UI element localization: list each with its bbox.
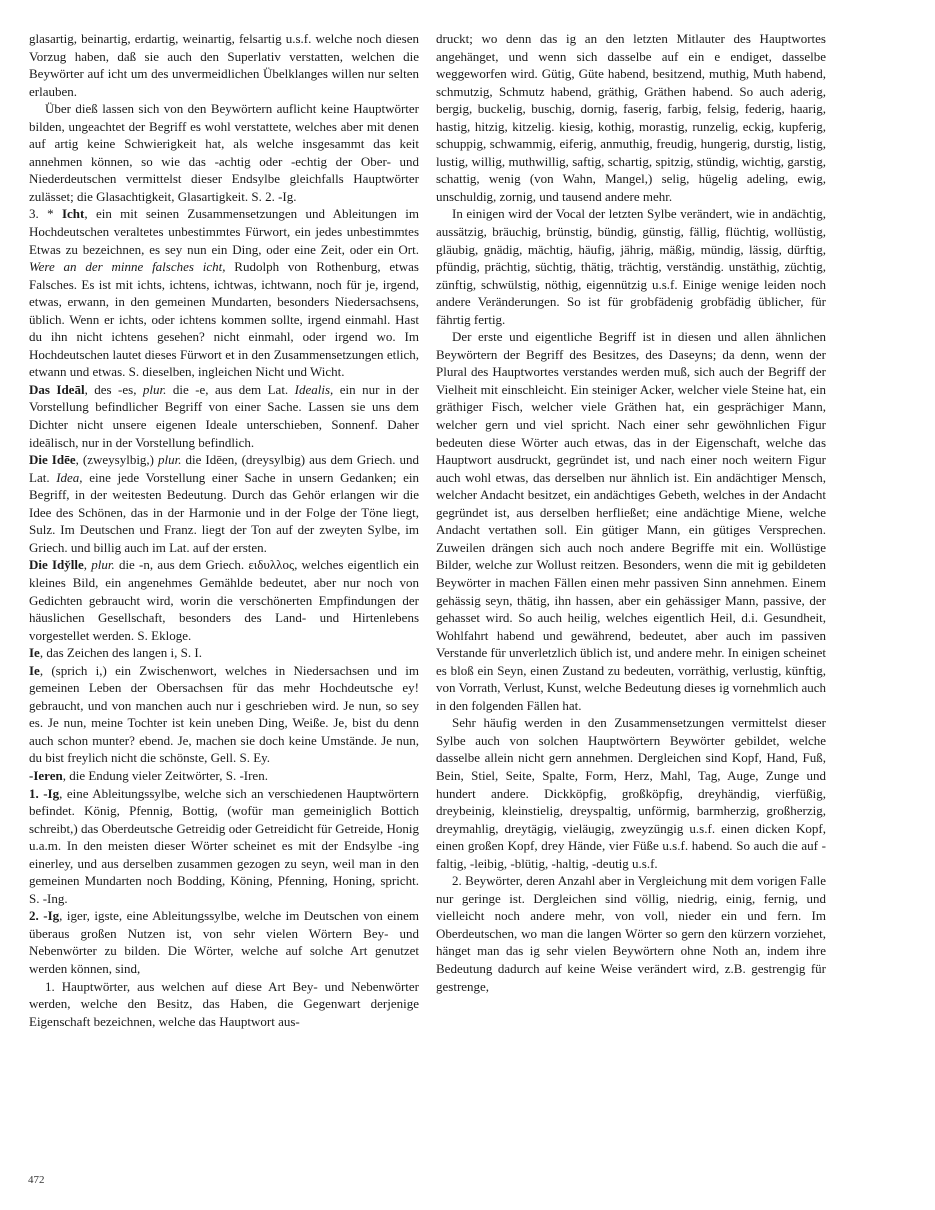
entry-idylle: Die Idy̆lle, plur. die -n, aus dem Griech. ειδυλλος, welches eigentlich ein kleines Bild, ein angenehmes Gemählde bedeutet, aber nur noch von Gedichten gebraucht wird, worin die verschönerten Empfindungen der häuslichen Gesellschaft, besonders des Land- und Hirtenlebens vorgestellet werden. S. Ekloge. — [29, 557, 419, 643]
headword-idee: Die Idēe — [29, 452, 76, 468]
headword-ig-2: 2. -Ig — [29, 908, 60, 924]
entry-ie-zwischenwort: Ie, (sprich i,) ein Zwischenwort, welches in Niedersachsen und im gemeinen Leben der Obersachsen für das mehr Hochdeutsche ey! gebraucht, und von manchen auch nur i geschrieben wird. Je nun, so sey es. Je nun, meine Tochter ist kein uneben Ding, Weiße. Je, bist du denn auch schon munter? ebend. Je, machen sie doch keine Umstände. Je nun, du bist freylich nicht die schönste, Gell. S. Ey. — [29, 662, 419, 766]
paragraph-hauptwoerter: 1. Hauptwörter, aus welchen auf diese Art Bey- und Nebenwörter werden, welche den Besitz, das Haben, die Gegenwart derjenige Eigenschaft bezeichnen, welche das Hauptwort aus- — [29, 978, 419, 1029]
headword-ig-1: 1. -Ig — [29, 785, 60, 801]
paragraph-ueber-diess: Über dieß lassen sich von den Beywörtern auflicht keine Hauptwörter bilden, ungeachtet der Begriff es wohl verstattete, welches aber mit denen auf artig keine Schwierigkeit hat, als welche insgesammt das keit annehmen können, so wie das -achtig oder -echtig der Ober- und Niederdeutschen vermittelst dieser Endsylbe gleichfalls Hauptwörter zulässet; die Glasachtigkeit, Glasartigkeit. S. 2. -Ig. — [29, 101, 419, 204]
paragraph-begriff: Der erste und eigentliche Begriff ist in diesen und allen ähnlichen Beywörtern der Begriff des Besitzes, des Daseyns; da denn, wenn der Plural des Hauptwortes verstandes werden muß, sich auch der Begriff der Vielheit mit einschleicht. Ein steiniger Acker, welcher viele Steine hat, ein gräthiger Fisch, welcher viele Gräthen hat, ein gesprächiger Mann, welcher gern und viel spricht. Nach einer sehr gewöhnlichen Figur bedeuten diese Wörter auch etwas, das in der Eigenschaft, welche das Hauptwort ausdruckt, gegründet ist, und nach einer noch weitern Figur auch wohl etwas, das derselben nur ähnlich ist. Ein andächtiger Mensch, welcher Andacht besitzet, ein andächtiges Gebeth, welches in der Andacht gegründet ist, aus derselben herfließet; eine andächtige Miene, welche Andacht vertathen soll. Ein gütiger Mann, ein gütiges Versprechen. Zuweilen drängen sich auch noch andere Begriffe mit ein. Wollüstige Bilder, welche zur Wollust reitzen. Besonders, wenn die mit ig gebildeten Beywörter in machen Fällen einen mehr passiven Sinn annehmen. Einem gehässig seyn, thätig, ihn hassen, aber ein gehässiger Mann, passive, der gehasset wird. So auch heilig, welches eigentlich Heil, d.i. Gesundheit, Wohlfahrt habend und gewährend, bedeutet, aber auch im passiven Verstande für unverletzlich üblich ist, und andere mehr. In einigen scheinet es bloß ein Seyn, einen Zustand zu bedeuten, vorräthig, verlustig, künftig, von Vorrath, Verlust, Kunst, welche Bedeutung dieses ig vornehmlich auch in den folgenden Fällen hat. — [436, 329, 826, 713]
paragraph-zusammensetzungen: Sehr häufig werden in den Zusammensetzungen vermittelst dieser Sylbe auch von solchen Hauptwörtern Beywörter gebildet, welche dasselbe allein nicht gern annehmen. Dergleichen sind Kopf, Hand, Fuß, Bein, Stiel, Seite, Spalte, Form, Herz, Mahl, Tag, Auge, Zunge und hundert andere. Dickköpfig, großköpfig, dreyhändig, vierfüßig, dreybeinig, kleinstielig, dreyspaltig, unförmig, barmherzig, großherzig, dreymahlig, dreytägig, vieläugig, zweyzüngig u.s.f. einen dicken Kopf, einen großen Kopf, drey Hände, vier Füße u.s.f. habend. So auch die auf -faltig, -leibig, -blütig, -haltig, -deutig u.s.f. — [436, 715, 826, 871]
headword-ie: Ie — [29, 662, 40, 678]
headword-ie: Ie — [29, 645, 40, 661]
entry-ideal: Das Ideāl, des -es, plur. die -e, aus dem Lat. Idealis, ein nur in der Vorstellung befindlicher Begriff von einer Sache. Lassen sie uns dem Dichter nicht unsere eigenen Ideale unterschieben, Sonnenf. Daher ideālisch, nur in der Vorstellung befindlich. — [29, 381, 420, 450]
entry-ig-2: 2. -Ig, iger, igste, eine Ableitungssylbe, welche im Deutschen von einem überaus großen Nutzen ist, von sehr vielen Wörtern Bey- und Nebenwörter zu bilden. Die Wörter, welche auf solche Art genutzet werden können, sind, — [29, 908, 419, 976]
headword-ideal: Das Ideāl — [29, 381, 85, 397]
entry-ig-1: 1. -Ig, eine Ableitungssylbe, welche sich an verschiedenen Hauptwörtern befindet. König, Pfennig, Bottig, (wofür man gemeiniglich Bottich schreibt,) das Oberdeutsche Getreidig oder Getreidicht für Getreide, Honig u.a.m. In den meisten dieser Wörter scheinet es mit der Endsylbe -ing einerley, und aus derselben zusammen gezogen zu seyn, weil man in den gemeinen Mundarten noch Bodding, Köning, Pfenning, Honing, spricht. S. -Ing. — [29, 785, 419, 906]
entry-ieren: -Ieren, die Endung vieler Zeitwörter, S. -Iren. — [29, 767, 268, 783]
headword-ieren: -Ieren — [29, 767, 63, 783]
paragraph-glasartig: glasartig, beinartig, erdartig, weinartig, felsartig u.s.f. welche noch diesen Vorzug haben, daß sie auch den Superlativ verstatten, welchen die Beywörter auf icht um des unvermeidlichen Übelklanges willen nur selten erlauben. — [29, 31, 419, 99]
quotation: Were an der minne falsches icht, — [29, 259, 226, 275]
entry-ie-zeichen: Ie, das Zeichen des langen i, S. I. — [29, 645, 202, 661]
headword-icht: Icht — [61, 206, 85, 222]
page-number: 472 — [28, 1174, 45, 1186]
paragraph-druckt: druckt; wo denn das ig an den letzten Mitlauter des Hauptwortes angehänget, und wenn sich dasselbe auf ein e endiget, dasselbe weggeworfen wird. Gütig, Güte habend, besitzend, muthig, Muth habend, schmutzig, Schmutz habend, gräthig, Gräthen habend. So auch aderig, bergig, buckelig, buschig, dornig, faserig, farbig, felsig, federig, haarig, hastig, hitzig, kitzelig. kiesig, kothig, morastig, runzelig, eckig, kupferig, schuppig, schwammig, eiferig, anmuthig, freudig, hungerig, durstig, listig, lustig, willig, muthwillig, saftig, schartig, spitzig, stündig, wichtig, garstig, schattig, wenig (von Wahn, Mangel,) selig, hügelig adeling, ewig, unschuldig, zornig, und tausend andere mehr. — [436, 31, 826, 204]
entry-icht: 3. * Icht, ein mit seinen Zusammensetzungen und Ableitungen im Hochdeutschen veraltetes unbestimmtes Fürwort, ein jedes unbestimmtes Etwas zu bezeichnen, es sey nun ein Ding, oder eine Zeit, oder ein Ort. Were an der minne falsches icht, Rudolph von Rothenburg, etwas Falsches. Es ist mit ichts, ichtens, ichtwas, ichtwann, noch für je, irgend, etwas, erwann, in den gemeinen Mundarten, besonders Niedersachsens, üblich. Wenn er ichts, oder ichtens kommen sollte, irgend einmahl. Hast du ihn nicht ichtens gesehen? nicht einmahl, oder irgend wo. Im Hochdeutschen lautet dieses Fürwort et in den Zusammensetzungen etlich, etwann und etwas. S. dieselben, ingleichen Nicht und Wicht. — [29, 206, 419, 380]
headword-idylle: Die Idy̆lle — [29, 557, 84, 573]
entry-idee: Die Idēe, (zweysylbig,) plur. die Idēen, (dreysylbig) aus dem Griech. und Lat. Idea, eine jede Vorstellung einer Sache in unsern Gedanken; ein Begriff, in der weitesten Bedeutung. Durch das Gehör erlangen wir die Idee des Schönen, das in der Harmonie und in der Folge der Töne liegt, Sulz. Im Deutschen und Franz. liegt der Ton auf der zweyten Sylbe, im Griech. und billig auch im Lat. auf der ersten. — [29, 452, 419, 555]
dictionary-page — [29, 30, 826, 1180]
paragraph-vocal: In einigen wird der Vocal der letzten Sylbe verändert, wie in andächtig, aussätzig, bräuchig, brünstig, bündig, günstig, fällig, flüchtig, wollüstig, gläubig, gnädig, mächtig, häufig, jährig, mäßig, mündig, lässig, dürftig, pfündig, prächtig, süchtig, thätig, trächtig, verständig. unstäthig, züchtig, zünftig, schwülstig, nöthig, eigennützig u.s.f. Einige wenige leiden noch andere Veränderungen. So ist für grobfädenig grobfädig üblicher, für fährtig fertig. — [436, 206, 826, 327]
left-column — [29, 30, 419, 1180]
right-column — [436, 30, 826, 1180]
paragraph-beywoerter: 2. Beywörter, deren Anzahl aber in Vergleichung mit dem vorigen Falle nur geringe ist. Dergleichen sind völlig, niedrig, einig, fernig, und vielleicht noch andere mehr, von voll, nieder ein und fern. Im Oberdeutschen, wo man die langen Wörter so gern den kürzern vorziehet, hänget man das ig sehr vielen Beywörtern ohne Noth an, indem ihre Bedeutung dadurch auf keine Weise verändert wird, z.B. gestrengig für gestrenge, — [436, 873, 826, 994]
